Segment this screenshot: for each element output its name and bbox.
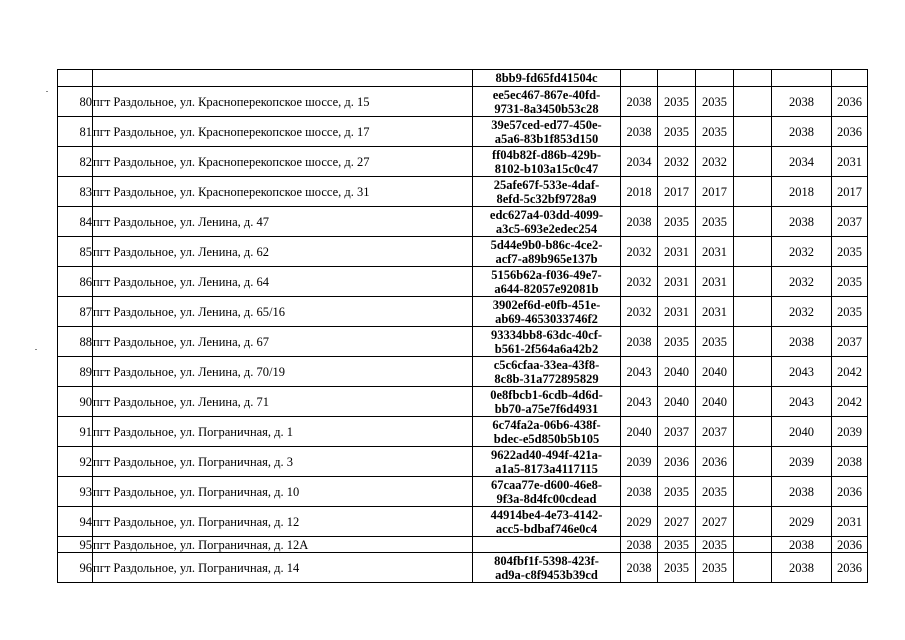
year-cell-y2: 2035 bbox=[658, 327, 696, 357]
guid-line: edc627a4-03dd-4099- bbox=[489, 207, 604, 222]
year-cell-y1: 2043 bbox=[621, 387, 658, 417]
row-number-cell: 91 bbox=[58, 417, 93, 447]
row-number-cell: 80 bbox=[58, 87, 93, 117]
address-cell: пгт Раздольное, ул. Пограничная, д. 12А bbox=[93, 537, 473, 553]
guid-line: bb70-a75e7f6d4931 bbox=[494, 401, 599, 416]
year-cell-y2: 2017 bbox=[658, 177, 696, 207]
object-guid-cell bbox=[473, 207, 621, 237]
year-cell-y6: 2038 bbox=[832, 447, 868, 477]
guid-line: 39e57ced-ed77-450e- bbox=[491, 117, 602, 132]
year-cell-y4 bbox=[734, 537, 772, 553]
table-row bbox=[58, 177, 868, 207]
year-cell-y6: 2036 bbox=[832, 117, 868, 147]
object-guid-cell bbox=[473, 447, 621, 477]
guid-line: ab69-4653033746f2 bbox=[495, 311, 598, 326]
year-cell-y4 bbox=[734, 177, 772, 207]
object-guid-cell bbox=[473, 357, 621, 387]
row-number-cell: 81 bbox=[58, 117, 93, 147]
year-cell-y2: 2027 bbox=[658, 507, 696, 537]
year-cell-y1: 2043 bbox=[621, 357, 658, 387]
row-number-cell: 85 bbox=[58, 237, 93, 267]
guid-line: 6c74fa2a-06b6-438f- bbox=[492, 417, 601, 432]
year-cell-y4 bbox=[734, 87, 772, 117]
year-cell-y4 bbox=[734, 553, 772, 583]
year-cell-y6: 2036 bbox=[832, 537, 868, 553]
year-cell-y4 bbox=[734, 447, 772, 477]
year-cell-y4 bbox=[734, 507, 772, 537]
year-cell-y3: 2031 bbox=[696, 267, 734, 297]
object-guid-cell bbox=[473, 417, 621, 447]
year-cell-y5: 2018 bbox=[772, 177, 832, 207]
object-guid-cell bbox=[473, 477, 621, 507]
address-cell: пгт Раздольное, ул. Ленина, д. 64 bbox=[93, 267, 473, 297]
year-cell-y5: 2032 bbox=[772, 267, 832, 297]
year-cell-y3: 2035 bbox=[696, 477, 734, 507]
guid-line: a644-82057e92081b bbox=[494, 281, 599, 296]
guid-line: 93334bb8-63dc-40cf- bbox=[490, 327, 603, 342]
scan-speck bbox=[35, 349, 37, 350]
year-cell-y5 bbox=[772, 70, 832, 87]
year-cell-y2: 2040 bbox=[658, 357, 696, 387]
year-cell-y2: 2032 bbox=[658, 147, 696, 177]
guid-line: ee5ec467-867e-40fd- bbox=[492, 87, 601, 102]
guid-line: 3902ef6d-e0fb-451e- bbox=[492, 297, 601, 312]
guid-line: 0e8fbcb1-6cdb-4d6d- bbox=[490, 387, 603, 402]
guid-line: c5c6cfaa-33ea-43f8- bbox=[493, 357, 600, 372]
guid-line: ff04b82f-d86b-429b- bbox=[491, 147, 602, 162]
year-cell-y3: 2027 bbox=[696, 507, 734, 537]
year-cell-y4 bbox=[734, 267, 772, 297]
address-cell: пгт Раздольное, ул. Ленина, д. 67 bbox=[93, 327, 473, 357]
address-cell: пгт Раздольное, ул. Ленина, д. 47 bbox=[93, 207, 473, 237]
year-cell-y4 bbox=[734, 387, 772, 417]
object-guid-cell bbox=[473, 507, 621, 537]
year-cell-y3 bbox=[696, 70, 734, 87]
year-cell-y6: 2017 bbox=[832, 177, 868, 207]
year-cell-y5: 2034 bbox=[772, 147, 832, 177]
guid-line: b561-2f564a6a42b2 bbox=[494, 341, 599, 356]
year-cell-y6: 2035 bbox=[832, 267, 868, 297]
year-cell-y1: 2038 bbox=[621, 537, 658, 553]
object-guid-cell bbox=[473, 267, 621, 297]
year-cell-y5: 2043 bbox=[772, 387, 832, 417]
year-cell-y5: 2038 bbox=[772, 553, 832, 583]
year-cell-y1: 2038 bbox=[621, 87, 658, 117]
year-cell-y2: 2035 bbox=[658, 477, 696, 507]
year-cell-y6: 2035 bbox=[832, 297, 868, 327]
scan-speck bbox=[46, 91, 48, 92]
year-cell-y5: 2038 bbox=[772, 477, 832, 507]
address-cell: пгт Раздольное, ул. Красноперекопское шоссе, д. 31 bbox=[93, 177, 473, 207]
object-guid-cell bbox=[473, 147, 621, 177]
year-cell-y2: 2031 bbox=[658, 267, 696, 297]
guid-line: 5156b62a-f036-49e7- bbox=[491, 267, 602, 282]
guid-line: 5d44e9b0-b86c-4ce2- bbox=[490, 237, 603, 252]
address-cell: пгт Раздольное, ул. Ленина, д. 70/19 bbox=[93, 357, 473, 387]
year-cell-y4 bbox=[734, 237, 772, 267]
row-number-cell: 84 bbox=[58, 207, 93, 237]
table-row bbox=[58, 207, 868, 237]
year-cell-y3: 2037 bbox=[696, 417, 734, 447]
guid-line: 804fbf1f-5398-423f- bbox=[494, 553, 599, 568]
object-guid-cell bbox=[473, 70, 621, 87]
table-body bbox=[58, 70, 868, 583]
table-row bbox=[58, 477, 868, 507]
year-cell-y6: 2031 bbox=[832, 507, 868, 537]
guid-line: a5a6-83b1f853d150 bbox=[494, 131, 599, 146]
row-number-cell: 90 bbox=[58, 387, 93, 417]
year-cell-y5: 2040 bbox=[772, 417, 832, 447]
address-cell: пгт Раздольное, ул. Красноперекопское шоссе, д. 15 bbox=[93, 87, 473, 117]
guid-line: acf7-a89b965e137b bbox=[495, 251, 598, 266]
year-cell-y1 bbox=[621, 70, 658, 87]
year-cell-y4 bbox=[734, 297, 772, 327]
row-number-cell bbox=[58, 70, 93, 87]
year-cell-y3: 2035 bbox=[696, 117, 734, 147]
address-cell: пгт Раздольное, ул. Пограничная, д. 1 bbox=[93, 417, 473, 447]
object-guid-cell bbox=[473, 237, 621, 267]
address-cell bbox=[93, 70, 473, 87]
guid-line: 8c8b-31a772895829 bbox=[494, 371, 599, 386]
address-cell: пгт Раздольное, ул. Пограничная, д. 10 bbox=[93, 477, 473, 507]
year-cell-y6: 2042 bbox=[832, 357, 868, 387]
table-row bbox=[58, 147, 868, 177]
year-cell-y3: 2031 bbox=[696, 297, 734, 327]
address-cell: пгт Раздольное, ул. Красноперекопское шоссе, д. 17 bbox=[93, 117, 473, 147]
year-cell-y6: 2036 bbox=[832, 87, 868, 117]
housing-register-table bbox=[57, 69, 868, 583]
row-number-cell: 86 bbox=[58, 267, 93, 297]
address-cell: пгт Раздольное, ул. Пограничная, д. 3 bbox=[93, 447, 473, 477]
table-row bbox=[58, 237, 868, 267]
object-guid-cell bbox=[473, 87, 621, 117]
table-row bbox=[58, 507, 868, 537]
guid-line: 8bb9-fd65fd41504c bbox=[495, 71, 598, 85]
address-cell: пгт Раздольное, ул. Ленина, д. 65/16 bbox=[93, 297, 473, 327]
table-row bbox=[58, 447, 868, 477]
year-cell-y1: 2038 bbox=[621, 477, 658, 507]
row-number-cell: 96 bbox=[58, 553, 93, 583]
year-cell-y5: 2038 bbox=[772, 327, 832, 357]
guid-line: bdec-e5d850b5b105 bbox=[493, 431, 600, 446]
object-guid-cell bbox=[473, 177, 621, 207]
year-cell-y3: 2032 bbox=[696, 147, 734, 177]
year-cell-y5: 2029 bbox=[772, 507, 832, 537]
year-cell-y2: 2035 bbox=[658, 117, 696, 147]
year-cell-y2 bbox=[658, 70, 696, 87]
year-cell-y1: 2038 bbox=[621, 327, 658, 357]
table-row bbox=[58, 537, 868, 553]
address-cell: пгт Раздольное, ул. Красноперекопское шоссе, д. 27 bbox=[93, 147, 473, 177]
table-row bbox=[58, 70, 868, 87]
object-guid-cell bbox=[473, 553, 621, 583]
guid-line: 44914be4-4e73-4142- bbox=[490, 507, 603, 522]
year-cell-y3: 2035 bbox=[696, 537, 734, 553]
year-cell-y1: 2018 bbox=[621, 177, 658, 207]
year-cell-y1: 2032 bbox=[621, 237, 658, 267]
year-cell-y1: 2040 bbox=[621, 417, 658, 447]
year-cell-y2: 2035 bbox=[658, 553, 696, 583]
year-cell-y5: 2038 bbox=[772, 117, 832, 147]
year-cell-y3: 2035 bbox=[696, 553, 734, 583]
table-row bbox=[58, 297, 868, 327]
year-cell-y1: 2039 bbox=[621, 447, 658, 477]
year-cell-y2: 2031 bbox=[658, 297, 696, 327]
table-row bbox=[58, 267, 868, 297]
year-cell-y6 bbox=[832, 70, 868, 87]
year-cell-y3: 2031 bbox=[696, 237, 734, 267]
year-cell-y4 bbox=[734, 357, 772, 387]
year-cell-y1: 2038 bbox=[621, 207, 658, 237]
year-cell-y5: 2039 bbox=[772, 447, 832, 477]
year-cell-y1: 2029 bbox=[621, 507, 658, 537]
row-number-cell: 83 bbox=[58, 177, 93, 207]
object-guid-cell bbox=[473, 387, 621, 417]
row-number-cell: 92 bbox=[58, 447, 93, 477]
year-cell-y6: 2035 bbox=[832, 237, 868, 267]
row-number-cell: 94 bbox=[58, 507, 93, 537]
year-cell-y3: 2040 bbox=[696, 357, 734, 387]
year-cell-y5: 2032 bbox=[772, 237, 832, 267]
year-cell-y3: 2040 bbox=[696, 387, 734, 417]
row-number-cell: 95 bbox=[58, 537, 93, 553]
address-cell: пгт Раздольное, ул. Пограничная, д. 14 bbox=[93, 553, 473, 583]
year-cell-y6: 2031 bbox=[832, 147, 868, 177]
year-cell-y2: 2035 bbox=[658, 207, 696, 237]
year-cell-y5: 2043 bbox=[772, 357, 832, 387]
year-cell-y6: 2036 bbox=[832, 477, 868, 507]
year-cell-y3: 2017 bbox=[696, 177, 734, 207]
year-cell-y1: 2038 bbox=[621, 553, 658, 583]
year-cell-y5: 2038 bbox=[772, 87, 832, 117]
address-cell: пгт Раздольное, ул. Ленина, д. 62 bbox=[93, 237, 473, 267]
table-row bbox=[58, 327, 868, 357]
row-number-cell: 88 bbox=[58, 327, 93, 357]
table-row bbox=[58, 357, 868, 387]
guid-line: 9622ad40-494f-421a- bbox=[490, 447, 603, 462]
year-cell-y5: 2038 bbox=[772, 537, 832, 553]
guid-line: a1a5-8173a4117115 bbox=[495, 461, 598, 476]
object-guid-cell bbox=[473, 537, 621, 553]
year-cell-y1: 2032 bbox=[621, 267, 658, 297]
year-cell-y2: 2037 bbox=[658, 417, 696, 447]
year-cell-y6: 2037 bbox=[832, 327, 868, 357]
guid-line: 25afe67f-533e-4daf- bbox=[493, 177, 600, 192]
year-cell-y5: 2032 bbox=[772, 297, 832, 327]
year-cell-y2: 2036 bbox=[658, 447, 696, 477]
guid-line: ad9a-c8f9453b39cd bbox=[495, 567, 598, 582]
year-cell-y1: 2034 bbox=[621, 147, 658, 177]
guid-line: 67caa77e-d600-46e8- bbox=[490, 477, 603, 492]
year-cell-y2: 2035 bbox=[658, 537, 696, 553]
year-cell-y3: 2035 bbox=[696, 87, 734, 117]
year-cell-y4 bbox=[734, 117, 772, 147]
guid-line: a3c5-693e2edec254 bbox=[495, 221, 598, 236]
year-cell-y4 bbox=[734, 327, 772, 357]
year-cell-y6: 2036 bbox=[832, 553, 868, 583]
table-row bbox=[58, 117, 868, 147]
year-cell-y5: 2038 bbox=[772, 207, 832, 237]
table-row bbox=[58, 387, 868, 417]
table-row bbox=[58, 553, 868, 583]
year-cell-y4 bbox=[734, 417, 772, 447]
guid-line: 9731-8a3450b53c28 bbox=[494, 101, 599, 116]
table-row bbox=[58, 87, 868, 117]
year-cell-y4 bbox=[734, 70, 772, 87]
year-cell-y6: 2037 bbox=[832, 207, 868, 237]
guid-line: 8efd-5c32bf9728a9 bbox=[496, 191, 597, 206]
year-cell-y6: 2039 bbox=[832, 417, 868, 447]
address-cell: пгт Раздольное, ул. Пограничная, д. 12 bbox=[93, 507, 473, 537]
year-cell-y3: 2035 bbox=[696, 327, 734, 357]
table-row bbox=[58, 417, 868, 447]
year-cell-y2: 2035 bbox=[658, 87, 696, 117]
year-cell-y1: 2032 bbox=[621, 297, 658, 327]
guid-line: 9f3a-8d4fc00cdead bbox=[496, 491, 597, 506]
row-number-cell: 89 bbox=[58, 357, 93, 387]
object-guid-cell bbox=[473, 297, 621, 327]
object-guid-cell bbox=[473, 327, 621, 357]
year-cell-y2: 2031 bbox=[658, 237, 696, 267]
year-cell-y1: 2038 bbox=[621, 117, 658, 147]
year-cell-y4 bbox=[734, 477, 772, 507]
year-cell-y2: 2040 bbox=[658, 387, 696, 417]
year-cell-y3: 2036 bbox=[696, 447, 734, 477]
guid-line: acc5-bdbaf746e0c4 bbox=[495, 521, 598, 536]
row-number-cell: 93 bbox=[58, 477, 93, 507]
object-guid-cell bbox=[473, 117, 621, 147]
guid-line: 8102-b103a15c0c47 bbox=[494, 161, 599, 176]
row-number-cell: 87 bbox=[58, 297, 93, 327]
year-cell-y6: 2042 bbox=[832, 387, 868, 417]
year-cell-y4 bbox=[734, 147, 772, 177]
row-number-cell: 82 bbox=[58, 147, 93, 177]
year-cell-y3: 2035 bbox=[696, 207, 734, 237]
address-cell: пгт Раздольное, ул. Ленина, д. 71 bbox=[93, 387, 473, 417]
year-cell-y4 bbox=[734, 207, 772, 237]
